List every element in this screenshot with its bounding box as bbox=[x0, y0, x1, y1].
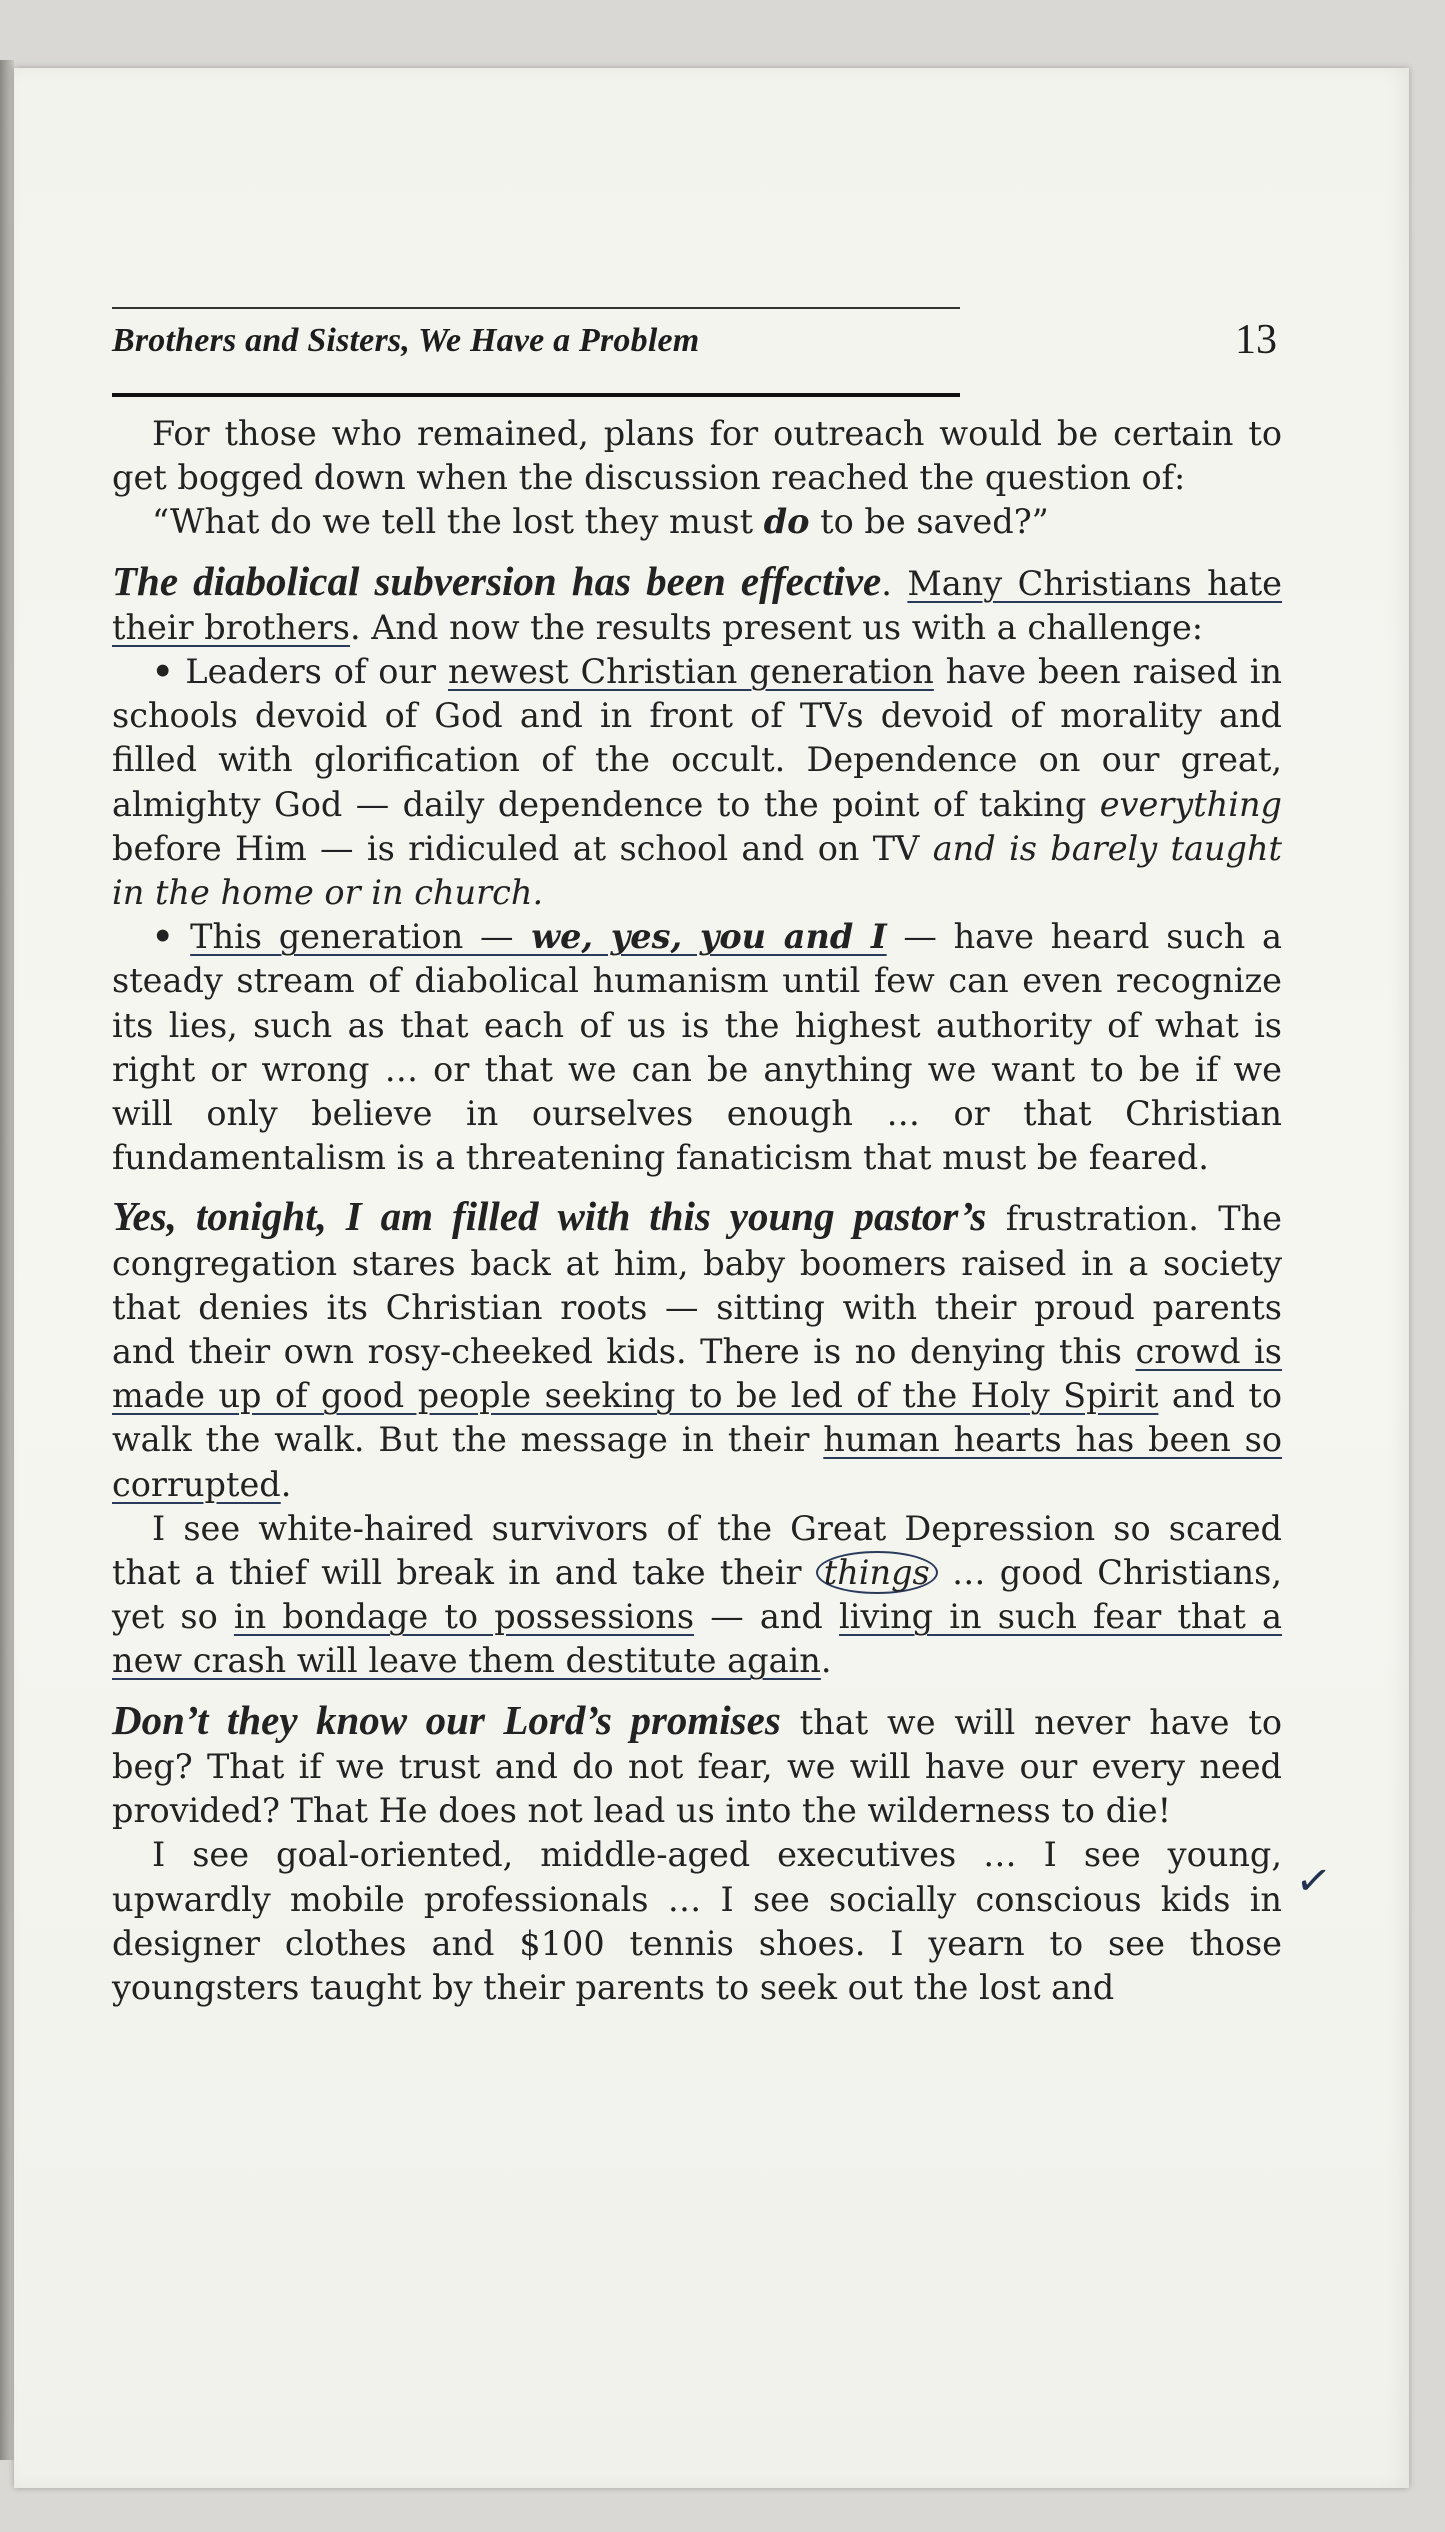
p2-text-b: to be saved?” bbox=[809, 502, 1049, 542]
bullet-1 bbox=[112, 650, 1282, 915]
p2-text-a: “What do we tell the lost they must bbox=[152, 502, 764, 542]
header-rule-bottom bbox=[112, 393, 960, 397]
bullet-dot-1: • bbox=[152, 652, 174, 692]
paragraph-7: I see goal-oriented, middle-aged executives … I see young, upwardly mobile professionals … I see socially conscious kids in designer clothes and $100 tennis shoes. I yearn to see those youngsters taught by their parents to seek out the lost and bbox=[112, 1835, 1282, 2007]
running-head: Brothers and Sisters, We Have a Problem bbox=[112, 322, 700, 359]
p5-underlined-1: in bondage to possessions bbox=[233, 1597, 695, 1637]
b1-text-b: have been raised in schools devoid of God and in front of TVs devoid of morality and filled with glorification of the occult. Dependence on our great, almighty God — daily dependence to the point of taking bbox=[112, 652, 1283, 824]
p5-text-b: … good Christians, yet so bbox=[112, 1553, 1282, 1637]
b1-italic-2: and is barely taught in the home or in church. bbox=[112, 828, 1282, 913]
p3-text-a: . bbox=[881, 563, 908, 603]
b2-underlined: This generation — bbox=[190, 917, 514, 957]
paragraph-2 bbox=[112, 500, 1282, 544]
p5-text-d: . bbox=[820, 1641, 832, 1681]
b2-text-a: — have heard such a steady stream of diabolical humanism until few can even recognize its lies, such as that each of us is the highest authority of what is right or wrong … or that we can be anything we want to be if we will only believe in ourselves enough … or that Christian fundamentalism is a threatening fanaticism that must be feared. bbox=[112, 917, 1282, 1178]
bullet-dot-2: • bbox=[152, 917, 174, 957]
paragraph-3 bbox=[112, 559, 1282, 650]
p2-emphasis-do: do bbox=[763, 502, 810, 542]
p3-text-b: . And now the results present us with a challenge: bbox=[349, 607, 1204, 647]
b1-text-c: before Him — is ridiculed at school and on TV bbox=[112, 828, 933, 868]
p6-text-a: that we will never have to beg? That if we trust and do not fear, we will have our every need provided? That He does not lead us into the wilderness to die! bbox=[112, 1702, 1283, 1831]
p4-lead-in: Yes, tonight, I am filled with this young pastor’s bbox=[112, 1193, 987, 1240]
p5-text-c: — and bbox=[694, 1597, 840, 1637]
body-text bbox=[112, 412, 1282, 2010]
p5-underlined-2: living in such fear that a new crash will leave them destitute again bbox=[112, 1597, 1282, 1681]
p4-underlined-1: crowd is made up of good people seeking to be led of the Holy Spirit bbox=[112, 1332, 1282, 1416]
paragraph-1: For those who remained, plans for outreach would be certain to get bogged down when the discussion reached the question of: bbox=[112, 414, 1282, 498]
p4-text-c: . bbox=[280, 1464, 292, 1504]
p3-lead-in: The diabolical subversion has been effective bbox=[112, 557, 882, 604]
b1-text-a: Leaders of our bbox=[173, 652, 448, 692]
paragraph-6 bbox=[112, 1698, 1282, 1834]
paragraph-5 bbox=[112, 1507, 1282, 1684]
p4-underlined-2: human hearts has been so corrupted bbox=[112, 1420, 1282, 1504]
page-number: 13 bbox=[1235, 317, 1277, 363]
b1-underlined: newest Christian generation bbox=[448, 652, 934, 692]
paragraph-4 bbox=[112, 1194, 1282, 1506]
p4-text-b: and to walk the walk. But the message in their bbox=[112, 1376, 1283, 1460]
p4-text-a: frustration. The congregation stares back at him, baby boomers raised in a society that denies its Christian roots — sitting with their proud parents and their own rosy-cheeked kids. There is no denying this bbox=[112, 1199, 1282, 1372]
p3-underlined: Many Christians hate their brothers bbox=[112, 563, 1282, 647]
b2-bold-italic: we, yes, you and I bbox=[513, 917, 887, 957]
b1-italic-1: everything bbox=[1099, 784, 1282, 824]
header-rule-top bbox=[112, 307, 960, 309]
p6-lead-in: Don’t they know our Lord’s promises bbox=[112, 1696, 781, 1743]
bullet-2 bbox=[112, 915, 1282, 1180]
handwritten-checkmark-icon: ✓ bbox=[1292, 1853, 1335, 1908]
book-spine-edge bbox=[0, 60, 14, 2460]
p5-text-a: I see white-haired survivors of the Great Depression so scared that a thief will break in and take their bbox=[112, 1508, 1282, 1593]
p5-circled-word: things bbox=[816, 1551, 938, 1594]
